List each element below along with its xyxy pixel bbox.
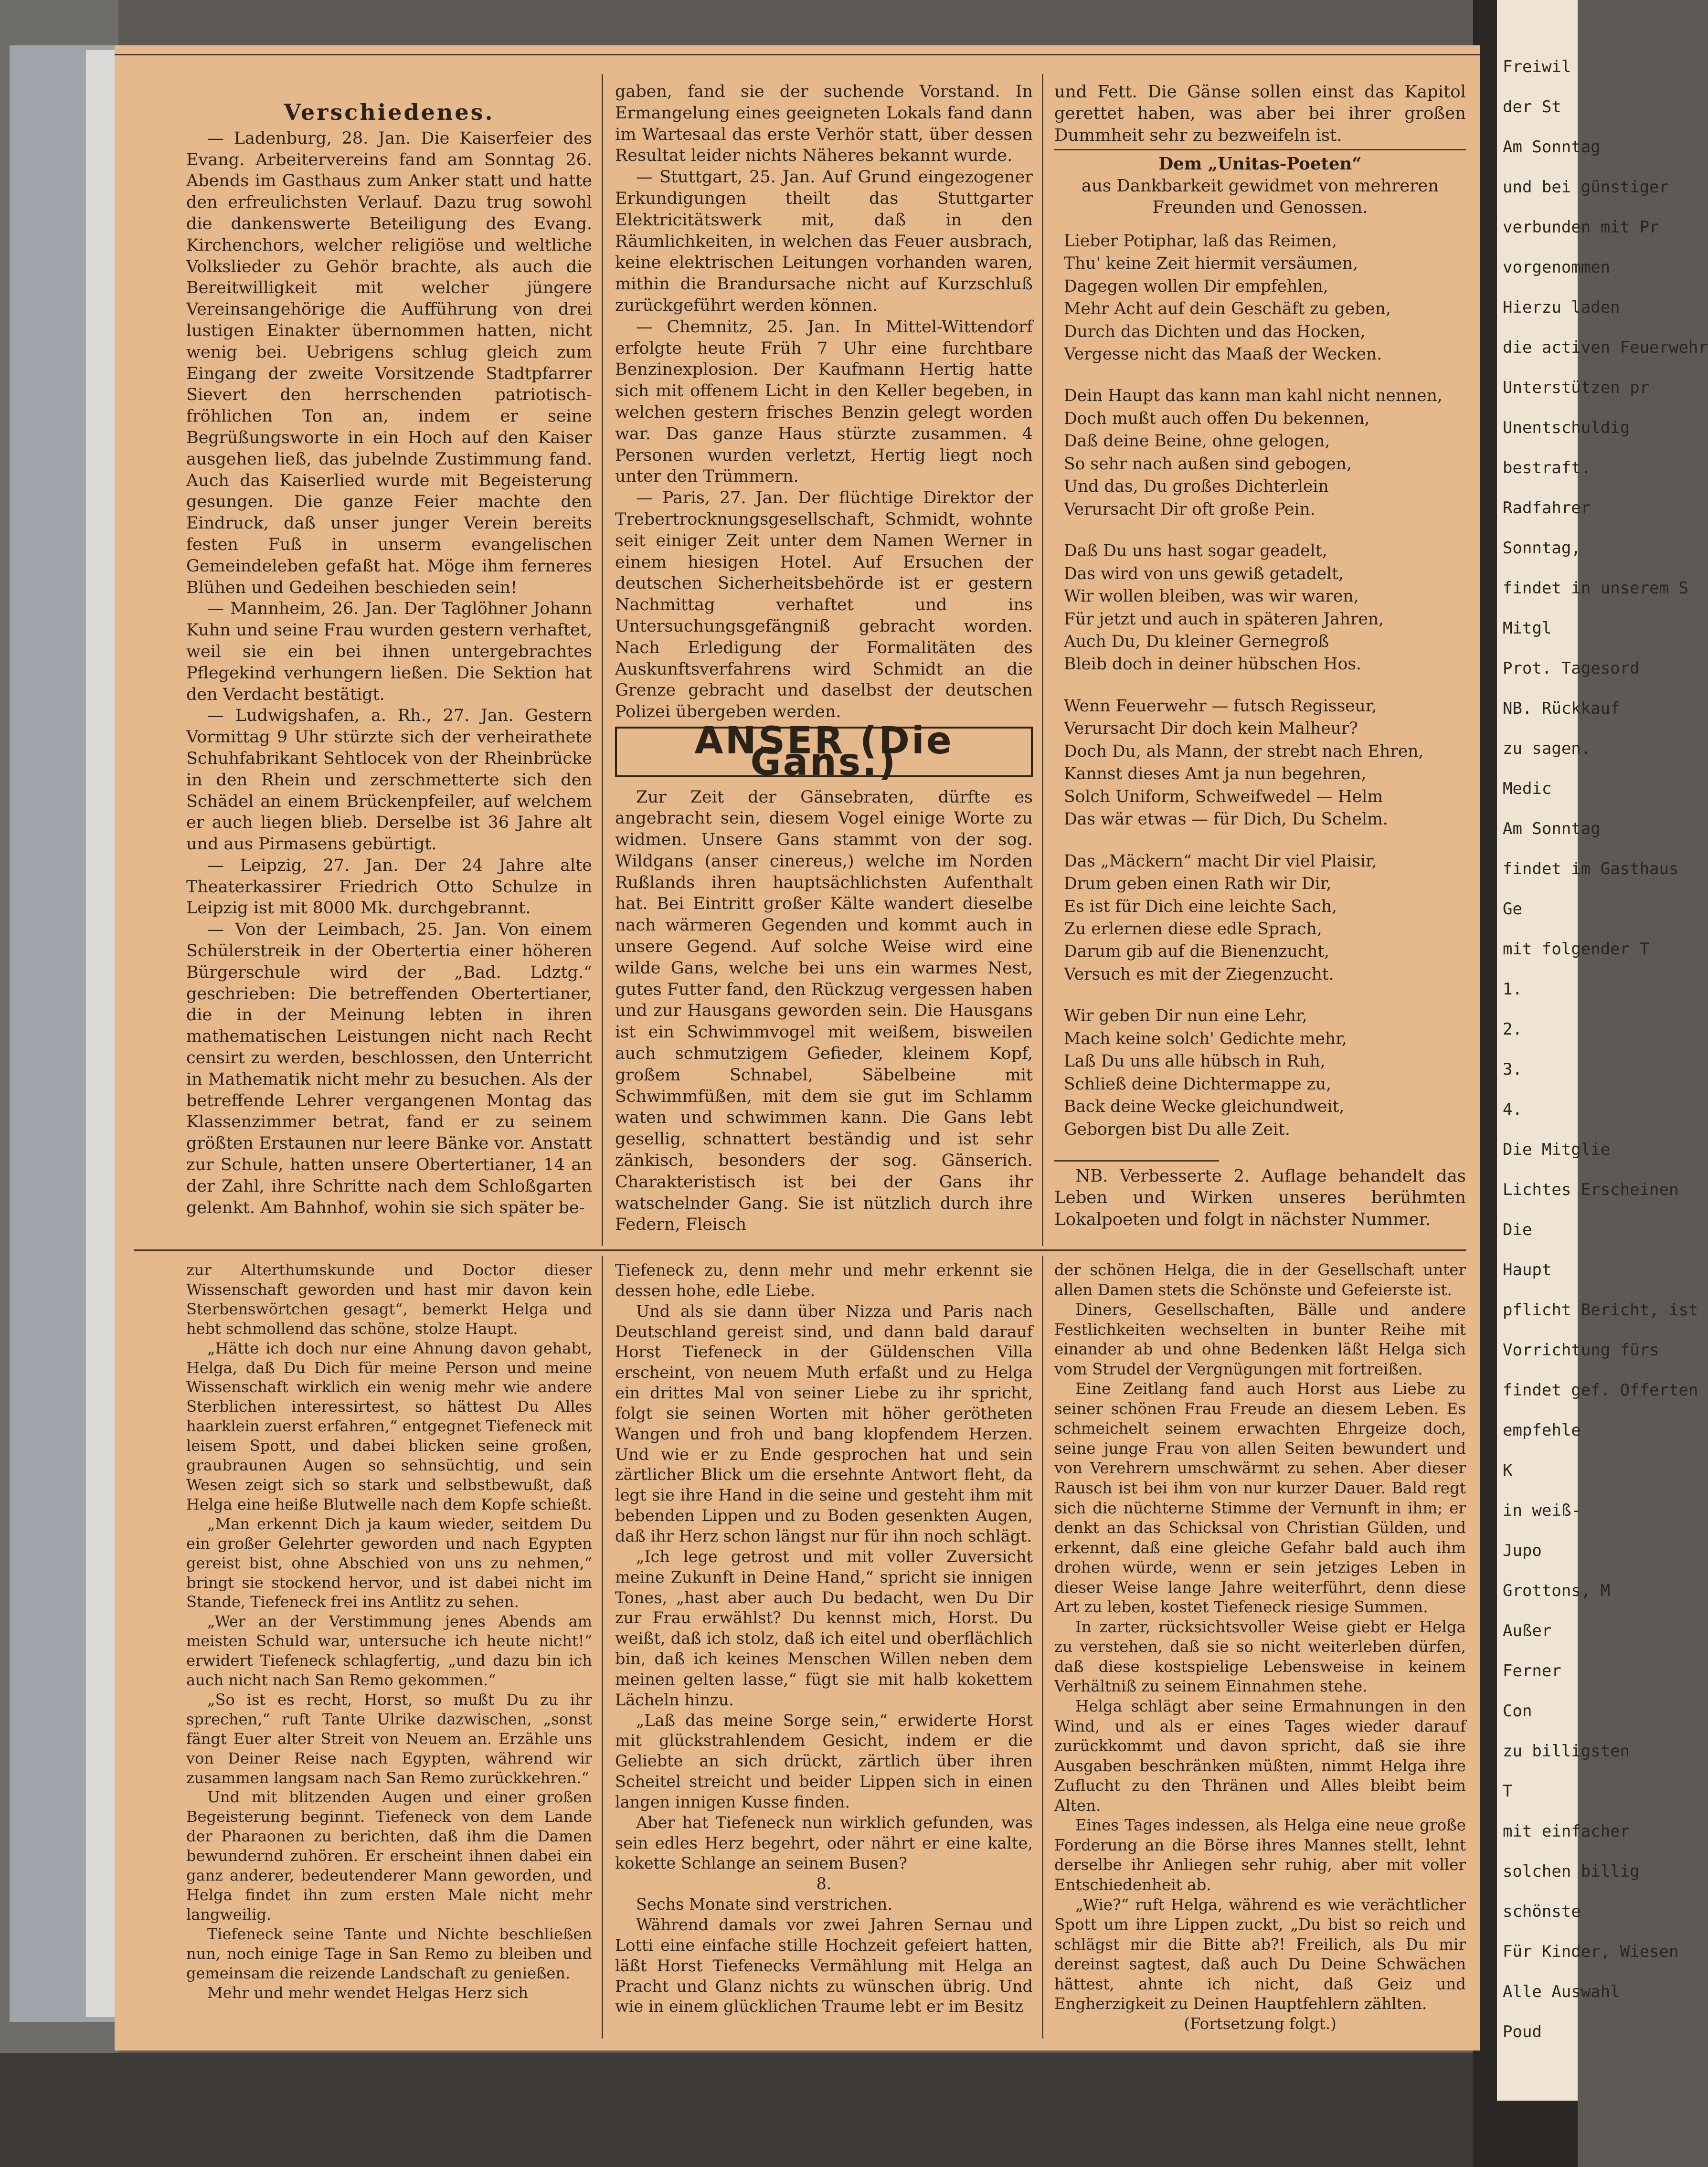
poem-line: Verursacht Dir oft große Pein. [1064,499,1315,519]
adjacent-page-fragment: Unentschuldig [1503,418,1630,437]
column-rule [602,1256,603,2039]
column-rule [602,74,603,1246]
story-paragraph: Sechs Monate sind verstrichen. [636,1895,893,1914]
poem-line: Es ist für Dich eine leichte Sach, [1064,897,1337,916]
anser-article: Zur Zeit der Gänsebraten, dürfte es angebracht sein, diesem Vogel einige Worte zu widmen. Unsere Gans stammt von der sog. Wildgans (anser cinereus,) welche im Norden Rußlands ihren hauptsächlichsten Aufenthalt hat. Bei Eintritt großer Kälte wandert dieselbe nach wärmeren Gegenden und kommt auch in unsere Gegend. Auf solche Weise wird eine wilde Gans, welche bei uns ein warmes Nest, gutes Futter fand, den Rückzug vergessen haben und zur Hausgans geworden sein. Die Hausgans ist ein Schwimmvogel mit weißem, bisweilen auch schmutzigem Gefieder, kleinem Kopf, großem Schnabel, Säbelbeine mit Schwimmfüßen, mit dem sie gut im Schlamm waten und schwimmen kann. Die Gans lebt gesellig, schnattert beständig und ist sehr zänkisch, besonders der sog. Gänserich. Charakteristisch ist bei der Gans ihr watschelnder Gang. Sie ist nützlich durch ihre Federn, Fleisch [615,787,1033,1235]
story-paragraph: Tiefeneck zu, denn mehr und mehr erkennt sie dessen hohe, edle Liebe. [615,1261,1033,1300]
poem-stanza [1054,230,1466,366]
poem-line: Wir geben Dir nun eine Lehr, [1064,1006,1307,1026]
adjacent-page-fragment: Medic [1503,779,1552,798]
poem-line: Lieber Potiphar, laß das Reimen, [1064,231,1337,251]
adjacent-page-fragment: Jupo [1503,1541,1542,1560]
poem-line: Für jetzt und auch in späteren Jahren, [1064,609,1384,629]
feuilleton-column-2 [615,1260,1033,2017]
poem-line: Verursacht Dir doch kein Malheur? [1064,719,1358,739]
adjacent-page-fragment: bestraft. [1503,458,1591,477]
story-paragraph: „Hätte ich doch nur eine Ahnung davon gehabt, Helga, daß Du Dich für meine Person und meine Wissenschaft wirklich ein wenig mehr wie andere Sterblichen interessirtest, so hättest Du Alles haarklein zuerst erfahren,“ entgegnet Tiefeneck mit leisem Spott, und dabei blicken seine großen, graubraunen Augen so sehnsüchtig, und sein Wesen zeigt sich so stark und selbstbewußt, daß Helga eine heiße Blutwelle nach dem Kopfe schießt. [186,1339,592,1513]
adjacent-page-fragment: in weiß- [1503,1501,1581,1520]
adjacent-page-fragment: Die [1503,1220,1532,1239]
poem-line: Auch Du, Du kleiner Gernegroß [1064,632,1329,651]
news-item: — Leipzig, 27. Jan. Der 24 Jahre alte Theaterkassirer Friedrich Otto Schulze in Leipzig ist mit 8000 Mk. durchgebrannt. [186,856,592,918]
poem-line: Vergesse nicht das Maaß der Wecken. [1064,344,1382,364]
poem-line: Wenn Feuerwehr — futsch Regisseur, [1064,696,1377,716]
poem-line: Laß Du uns alle hübsch in Ruh, [1064,1052,1326,1071]
poem-line: Doch Du, als Mann, der strebt nach Ehren, [1064,741,1424,761]
story-paragraph: Eines Tages indessen, als Helga eine neue große Forderung an die Börse ihres Mannes stellt, lehnt derselbe ihr Anliegen sehr ruhig, aber mit voller Entschiedenheit ab. [1054,1816,1466,1894]
adjacent-page-fragment: findet in unserem S [1503,579,1688,598]
column-rule [1042,1256,1043,2039]
story-paragraph: In zarter, rücksichtsvoller Weise giebt er Helga zu verstehen, daß sie so nicht weiterleben dürfen, daß diese kostspielige Lebensweise in keinem Verhältniß zu seinem Einnahmen stehe. [1054,1617,1466,1696]
story-paragraph: „Wie?“ ruft Helga, während es wie verächtlicher Spott um ihre Lippen zuckt, „Du bist so reich und schlägst mir die Bitte ab?! Freilich, als Du mir dereinst sagtest, daß auch Du Deine Schwächen hättest, ahnte ich nicht, daß Geiz und Engherzigkeit zu Deinen Hauptfehlern zählten. [1054,1895,1466,2013]
adjacent-page-fragment: Haupt [1503,1260,1552,1279]
adjacent-page-fragment: Alle Auswahl [1503,1982,1620,2001]
adjacent-page-fragment: pflicht Bericht, ist [1503,1300,1698,1320]
adjacent-page-fragment: und bei günstiger [1503,178,1669,197]
adjacent-page-fragment: solchen billig [1503,1862,1640,1881]
adjacent-page-fragment: zu billigsten [1503,1742,1630,1761]
newspaper-page [115,45,1480,2051]
news-item: — Ludwigshafen, a. Rh., 27. Jan. Gestern Vormittag 9 Uhr stürzte sich der verheirathete Schuhfabrikant Sehtlocek von der Rheinbrücke in den Rhein und zerschmetterte sich den Schädel an einem Brückenpfeiler, auf welchem er auch liegen blieb. Derselbe ist 36 Jahre alt und aus Pirmasens gebürtigt. [186,706,592,854]
feuilleton-column-3 [1054,1260,1466,2034]
news-column-3 [1054,81,1466,1230]
adjacent-page-fragment: Radfahrer [1503,498,1591,518]
story-paragraph: „So ist es recht, Horst, so mußt Du zu ihr sprechen,“ ruft Tante Ulrike dazwischen, „sonst fängt Euer alter Streit von Neuem an. Erzähle uns von Deiner Reise nach Egypten, während wir zusammen langsam nach San Remo zurückkehren.“ [186,1690,592,1787]
poem-line: So sehr nach außen sind gebogen, [1064,454,1352,474]
poem-line: Mach keine solch' Gedichte mehr, [1064,1029,1347,1048]
news-item: — Ladenburg, 28. Jan. Die Kaiserfeier des Evang. Arbeitervereins fand am Sonntag 26. Abends im Gasthaus zum Anker statt und hatte den erfreulichsten Verlauf. Dazu trug sowohl die dankenswerte Beteiligung des Evang. Kirchenchors, welcher religiöse und weltliche Volkslieder zu Gehör brachte, als auch die Bereitwilligkeit mit welcher jüngere Vereinsangehörige die Aufführung von drei lustigen Einakter übernommen hatten, nicht wenig bei. Uebrigens schlug gleich zum Eingang der zweite Vorsitzende Stadtpfarrer Sievert den herrschenden patriotisch-fröhlichen Ton an, indem er seine Begrüßungsworte in ein Hoch auf den Kaiser ausgehen ließ, das jubelnde Zustimmung fand. Auch das Kaiserlied wurde mit Begeisterung gesungen. Die ganze Feier machte den Eindruck, daß unser junger Verein bereits festen Fuß in unserm evangelischen Gemeindeleben gefaßt hat. Möge ihm ferneres Blühen und Gedeihen beschieden sein! [186,128,592,597]
adjacent-page-fragment: Mitgl [1503,619,1552,638]
news-item: — Paris, 27. Jan. Der flüchtige Direktor der Trebertrocknungsgesellschaft, Schmidt, wohnte seit einiger Zeit unter dem Namen Werner in einem hiesigen Hotel. Auf Ersuchen der deutschen Sicherheitsbehörde ist er gestern Nachmittag verhaftet und ins Untersuchungsgefängniß gebracht worden. Nach Erledigung der Formalitäten des Auskunftsverfahrens wird Schmidt an die Grenze gebracht und daselbst der deutschen Polizei übergeben werden. [615,488,1033,722]
poem-line: Bleib doch in deiner hübschen Hos. [1064,655,1362,674]
to-be-continued: (Fortsetzung folgt.) [1184,2014,1337,2033]
anser-headline: ANSER (Die Gans.) [615,727,1033,777]
adjacent-page-fragment: Prot. Tagesord [1503,659,1640,678]
poem-line: Das wird von uns gewiß getadelt, [1064,564,1344,583]
story-paragraph: Helga schlägt aber seine Ermahnungen in den Wind, und als er eines Tages wieder darauf zurückkommt und davon spricht, daß sie ihre Ausgaben beschränken müßten, nimmt Helga ihre Zuflucht zu den Thränen und Alles bleibt beim Alten. [1054,1697,1466,1815]
news-item: — Mannheim, 26. Jan. Der Taglöhner Johann Kuhn und seine Frau wurden gestern verhaftet, weil sie ein bei ihnen untergebrachtes Pflegekind verhungern ließen. Die Sektion hat den Verdacht bestätigt. [186,599,592,704]
adjacent-page-fragment: Hierzu laden [1503,298,1620,317]
adjacent-page [1497,0,1708,2101]
poem-line: Solch Uniform, Schweifwedel — Helm [1064,787,1383,806]
story-paragraph: zur Alterthumskunde und Doctor dieser Wissenschaft geworden und hast mir davon kein Sterbenswörtchen gesagt“, bemerkt Helga und hebt schmollend das schöne, stolze Haupt. [186,1261,592,1338]
adjacent-page-fragment: Außer [1503,1621,1552,1640]
poem-line: Mehr Acht auf dein Geschäft zu geben, [1064,299,1391,319]
poem-dedication: aus Dankbarkeit gewidmet von mehreren Freunden und Genossen. [1081,176,1439,218]
adjacent-page-fragment: findet gef. Offerten [1503,1381,1698,1400]
story-paragraph: Diners, Gesellschaften, Bälle und andere Festlichkeiten wechselten in bunter Reihe mit einander ab und ohne Bedenken läßt Helga sich vom Strudel der Vergnügungen mit fortreißen. [1054,1300,1466,1378]
adjacent-page-fragment: verbunden mit Pr [1503,218,1659,237]
story-paragraph: „Man erkennt Dich ja kaum wieder, seitdem Du ein großer Gelehrter geworden und nach Egypten gereist bist, ohne Abschied von uns zu nehmen,“ bringt sie stockend hervor, und ist dabei nicht im Stande, Tiefeneck frei ins Antlitz zu sehen. [186,1514,592,1611]
chapter-number: 8. [816,1874,832,1893]
feuilleton-divider [134,1249,1466,1251]
adjacent-page-fragment: mit folgender T [1503,940,1650,959]
adjacent-page-fragment: Am Sonntag [1503,819,1601,838]
scan-shadow [0,2053,1578,2167]
adjacent-page-fragment: Für Kinder, Wiesen [1503,1942,1679,1961]
adjacent-page-fragment: 2. [1503,1020,1522,1039]
story-paragraph: der schönen Helga, die in der Gesellschaft unter allen Damen stets die Schönste und Gefeierste ist. [1054,1261,1466,1299]
poem-line: Doch mußt auch offen Du bekennen, [1064,409,1370,428]
adjacent-page-fragment: die activen Feuerwehr [1503,338,1708,357]
adjacent-page-fragment: 1. [1503,980,1522,999]
poem-line: Kannst dieses Amt ja nun begehren, [1064,764,1367,784]
adjacent-page-fragment: Ferner [1503,1661,1561,1681]
poem-line: Thu' keine Zeit hiermit versäumen, [1064,254,1358,274]
adjacent-page-fragment: K [1503,1461,1513,1480]
poem-line: Daß deine Beine, ohne gelogen, [1064,432,1330,451]
news-item: gaben, fand sie der suchende Vorstand. In Ermangelung eines geeigneten Lokals fand dann im Wartesaal das erste Verhör statt, über dessen Resultat leider nichts Näheres bekannt wurde. [615,82,1033,166]
news-item: und Fett. Die Gänse sollen einst das Kapitol gerettet haben, was aber bei ihrer großen Dummheit sehr zu bezweifeln ist. [1054,82,1466,145]
poem-line: Dagegen wollen Dir empfehlen, [1064,276,1328,296]
story-paragraph: Eine Zeitlang fand auch Horst aus Liebe zu seiner schönen Frau Freude an diesem Leben. Es schmeichelt seinem erwachten Ehrgeize doch, seine junge Frau von allen Seiten bewundert und von Verehrern umschwärmt zu sehen. Aber dieser Rausch ist bei ihm von nur kurzer Dauer. Bald regt sich die nüchterne Stimme der Vernunft in ihm; er denkt an das Schicksal von Christian Gülden, und erkennt, daß eine gleiche Gefahr bald auch ihm drohen würde, wenn er sein jetziges Leben in dieser Weise lange Jahre weiterführt, denn diese Art zu leben, kostet Tiefeneck riesige Summen. [1054,1380,1466,1617]
adjacent-page-fragment: Sonntag, [1503,539,1581,558]
story-paragraph: „Wer an der Verstimmung jenes Abends am meisten Schuld war, untersuche ich heute nicht!“ erwidert Tiefeneck schlagfertig, „und dazu bin ich auch nicht nach San Remo gekommen.“ [186,1612,592,1690]
poem-line: Durch das Dichten und das Hocken, [1064,322,1366,341]
poem-stanza [1054,850,1466,986]
column-rule [1042,74,1043,1246]
adjacent-page-fragment: Die Mitglie [1503,1140,1611,1159]
adjacent-page-fragment: Ge [1503,899,1522,919]
adjacent-page-fragment: schönste [1503,1902,1581,1921]
poem-line: Schließ deine Dichtermappe zu, [1064,1074,1332,1094]
story-paragraph: Mehr und mehr wendet Helgas Herz sich [207,1983,528,2002]
poem-rule [1054,149,1466,150]
adjacent-page-fragment: der St [1503,97,1561,116]
poem-stanza [1054,540,1466,676]
news-item: — Stuttgart, 25. Jan. Auf Grund eingezogener Erkundigungen theilt das Stuttgarter Elektricitätswerk mit, daß in den Räumlichkeiten, in welchen das Feuer ausbrach, keine elektrischen Leitungen vorhanden waren, mithin die Brandursache nicht auf Kurzschluß zurückgeführt werden können. [615,168,1033,315]
adjacent-page-fragment: Unterstützen pr [1503,378,1650,397]
adjacent-page-fragment: zu sagen. [1503,739,1591,758]
section-heading: Verschiedenes. [284,99,495,125]
news-item: — Chemnitz, 25. Jan. In Mittel-Wittendorf erfolgte heute Früh 7 Uhr eine furchtbare Benzinexplosion. Der Kaufmann Hertig hatte sich mit offenem Licht in den Keller begeben, in welchen gestern frisches Benzin gelegt worden war. Das ganze Haus stürzte zusammen. 4 Personen wurden verletzt, Hertig liegt noch unter den Trümmern. [615,317,1033,486]
poem-line: Das wär etwas — für Dich, Du Schelm. [1064,810,1388,829]
poem-stanza [1054,695,1466,831]
adjacent-page-fragment: empfehle [1503,1421,1581,1440]
poem-stanza [1054,1005,1466,1141]
story-paragraph: Tiefeneck seine Tante und Nichte beschließen nun, noch einige Tage in San Remo zu bleiben und gemeinsam die reizende Landschaft zu genießen. [186,1924,592,1982]
news-column-1 [186,98,592,1218]
adjacent-page-fragment: Poud [1503,2022,1542,2041]
poem-line: Und das, Du großes Dichterlein [1064,477,1329,497]
adjacent-page-fragment: Vorrichtung fürs [1503,1341,1659,1360]
story-paragraph: Aber hat Tiefeneck nun wirklich gefunden, was sein edles Herz begehrt, oder nährt er eine kalte, kokette Schlange an seinem Busen? [615,1813,1033,1873]
feuilleton-column-1 [186,1260,592,2002]
poem-line: Zu erlernen diese edle Sprach, [1064,919,1322,939]
nb-note: NB. Verbesserte 2. Auflage behandelt das Leben und Wirken unseres berühmten Lokalpoeten und folgt in nächster Nummer. [1054,1166,1466,1229]
adjacent-page-fragment: Grottons, M [1503,1581,1611,1600]
adjacent-page-fragment: Freiwil [1503,57,1571,76]
adjacent-page-fragment: 4. [1503,1100,1522,1119]
poem-line: Versuch es mit der Ziegenzucht. [1064,964,1334,984]
adjacent-page-fragment: Lichtes Erscheinen [1503,1180,1679,1199]
poem-line: Dein Haupt das kann man kahl nicht nennen, [1064,386,1443,406]
poem-title: Dem „Unitas-Poeten“ [1158,154,1362,174]
poem-line: Back deine Wecke gleichundweit, [1064,1097,1345,1117]
nb-rule [1054,1160,1219,1162]
story-paragraph: Während damals vor zwei Jahren Sernau und Lotti eine einfache stille Hochzeit gefeiert hatten, läßt Horst Tiefenecks Vermählung mit Helga an Pracht und Glanz nichts zu wünschen übrig. Und wie in einem glücklichen Traume lebt er im Besitz [615,1915,1033,2016]
story-paragraph: „Laß das meine Sorge sein,“ erwiderte Horst mit glückstrahlendem Gesicht, indem er die Geliebte an sich drückt, zärtlich über ihren Scheitel streicht und beider Lippen sich in einen langen innigen Kusse finden. [615,1711,1033,1811]
story-paragraph: „Ich lege getrost und mit voller Zuversicht meine Zukunft in Deine Hand,“ spricht sie innigen Tones, „hast aber auch Du bedacht, wen Du Dir zur Frau erwählst? Du kennst mich, Horst. Du weißt, daß ich stolz, daß ich eitel und oberflächlich bin, daß ich keines Menschen Willen neben dem meinen gelten lasse,“ fügt sie mit halb kokettem Lächeln hinzu. [615,1547,1033,1709]
poem-line: Das „Mäckern“ macht Dir viel Plaisir, [1064,851,1377,871]
top-rule [115,54,1480,55]
story-paragraph: Und als sie dann über Nizza und Paris nach Deutschland gereist sind, und dann bald darauf Horst Tiefeneck in der Güldenschen Villa erscheint, von neuem Muth erfaßt und zu Helga ein drittes Mal von seiner Liebe zu ihr spricht, folgt sie seinen Worten mit höher gerötheten Wangen und froh und bang klopfendem Herzen. Und wie er zu Ende gesprochen hat und sein zärtlicher Blick um die ersehnte Antwort fleht, da legt sie ihre Hand in die seine und gesteht ihm mit bebenden Lippen und zu Boden gesenkten Augen, daß ihr Herz schon längst nur für ihn noch schlägt. [615,1301,1033,1545]
poem-line: Drum geben einen Rath wir Dir, [1064,874,1332,894]
adjacent-page-fragment: mit einfacher [1503,1822,1630,1841]
adjacent-page-fragment: Am Sonntag [1503,137,1601,157]
poem-line: Daß Du uns hast sogar geadelt, [1064,541,1327,561]
adjacent-page-fragment: 3. [1503,1060,1522,1079]
adjacent-page-fragment: Con [1503,1702,1532,1721]
adjacent-page-fragment: findet im Gasthaus [1503,859,1679,878]
poem-line: Geborgen bist Du alle Zeit. [1064,1120,1290,1139]
poem-line: Darum gib auf die Bienenzucht, [1064,942,1330,962]
poem-stanza [1054,385,1466,521]
news-column-2 [615,81,1033,1236]
adjacent-page-fragment: T [1503,1782,1513,1801]
story-paragraph: Und mit blitzenden Augen und einer großen Begeisterung beginnt. Tiefeneck von dem Lande der Pharaonen zu berichten, daß ihm die Damen bewundernd zuhören. Er erscheint ihnen dabei ein ganz anderer, bedeutenderer Mann geworden, und Helga findet ihn zum ersten Male nicht mehr langweilig. [186,1788,592,1924]
poem-line: Wir wollen bleiben, was wir waren, [1064,587,1359,606]
adjacent-page-fragment: NB. Rückkauf [1503,699,1620,718]
news-item: — Von der Leimbach, 25. Jan. Von einem Schülerstreik in der Obertertia einer höheren Bürgerschule wird der „Bad. Ldztg.“ geschrieben: Die betreffenden Obertertianer, die in der Meinung lebten in ihren mathematischen Leistungen nicht nach Recht censirt zu werden, beschlossen, den Unterricht in Mathematik nicht mehr zu besuchen. Als der betreffende Lehrer vergangenen Montag das Klassenzimmer betrat, fand er zu seinem größten Erstaunen nur leere Bänke vor. Anstatt zur Schule, hatten unsere Obertertianer, 14 an der Zahl, ihre Schritte nach dem Schloßgarten gelenkt. Am Bahnhof, wohin sie sich später be- [186,920,592,1217]
adjacent-page-fragment: vorgenommen [1503,258,1611,277]
